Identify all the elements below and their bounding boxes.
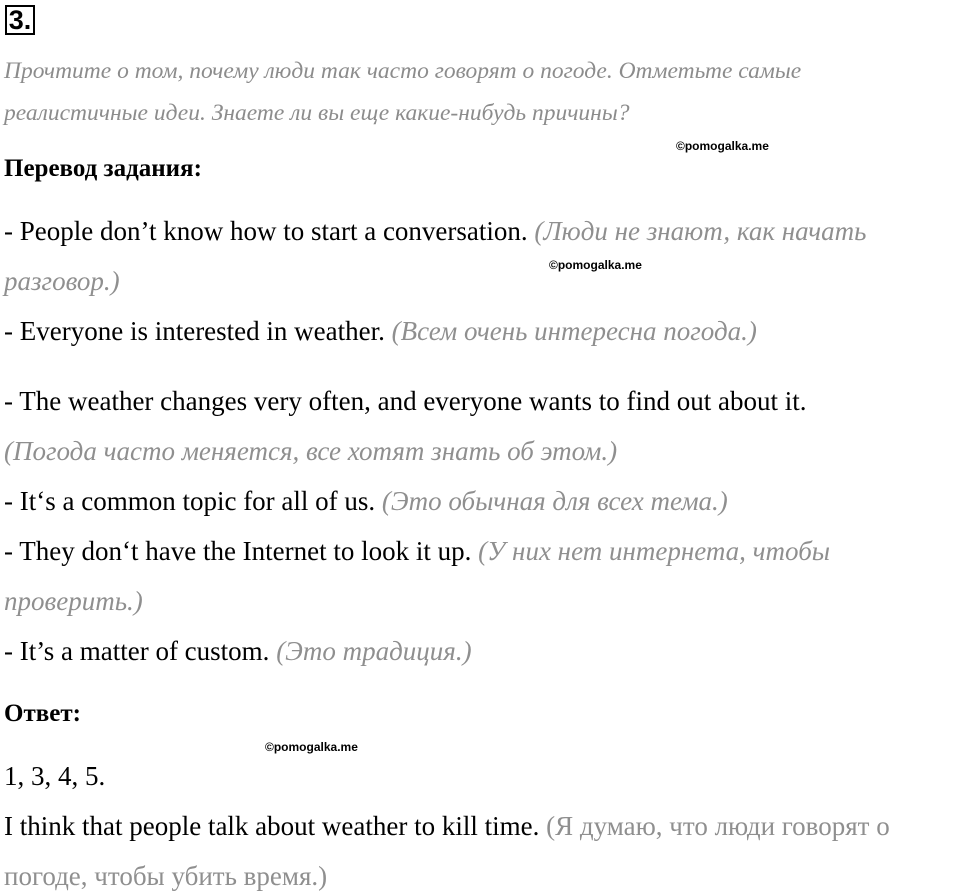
answer-sentence	[4, 811, 890, 842]
item-6	[4, 636, 472, 667]
item-3	[4, 386, 807, 417]
task-number: 3.	[5, 5, 35, 35]
answer-russian: (Я думаю, что люди говорят о	[546, 811, 890, 841]
instruction-line-1: Прочтите о том, почему люди так часто говорят о погоде. Отметьте самые	[4, 58, 802, 84]
item-6-russian: (Это традиция.)	[276, 636, 472, 666]
item-1-english: - People don’t know how to start a conversation.	[4, 216, 528, 246]
item-3-english: - The weather changes very often, and everyone wants to find out about it.	[4, 386, 807, 416]
item-1-russian: (Люди не знают, как начать	[534, 216, 867, 246]
item-6-english: - It’s a matter of custom.	[4, 636, 270, 666]
answer-english: I think that people talk about weather to kill time.	[4, 811, 540, 841]
item-5-english: - They don‘t have the Internet to look it up.	[4, 536, 472, 566]
watermark: ©pomogalka.me	[265, 740, 358, 754]
item-5	[4, 536, 830, 567]
answer-russian-continued: погоде, чтобы убить время.)	[4, 861, 328, 891]
watermark: ©pomogalka.me	[549, 258, 642, 272]
item-2-russian: (Всем очень интересна погода.)	[391, 316, 757, 346]
translation-heading: Перевод задания:	[4, 155, 202, 182]
item-4	[4, 486, 728, 517]
item-1	[4, 216, 866, 247]
answer-numbers: 1, 3, 4, 5.	[4, 761, 106, 791]
watermark: ©pomogalka.me	[676, 139, 769, 153]
item-4-russian: (Это обычная для всех тема.)	[381, 486, 728, 516]
item-3-russian: (Погода часто меняется, все хотят знать об этом.)	[4, 436, 618, 466]
item-4-english: - It‘s a common topic for all of us.	[4, 486, 376, 516]
item-2	[4, 316, 757, 347]
item-5-russian: (У них нет интернета, чтобы	[478, 536, 831, 566]
item-5-russian-continued: проверить.)	[4, 586, 143, 616]
answer-heading: Ответ:	[4, 700, 81, 727]
instruction-line-2: реалистичные идеи. Знаете ли вы еще какие-нибудь причины?	[4, 100, 630, 126]
item-1-russian-continued: разговор.)	[4, 266, 120, 296]
item-2-english: - Everyone is interested in weather.	[4, 316, 385, 346]
